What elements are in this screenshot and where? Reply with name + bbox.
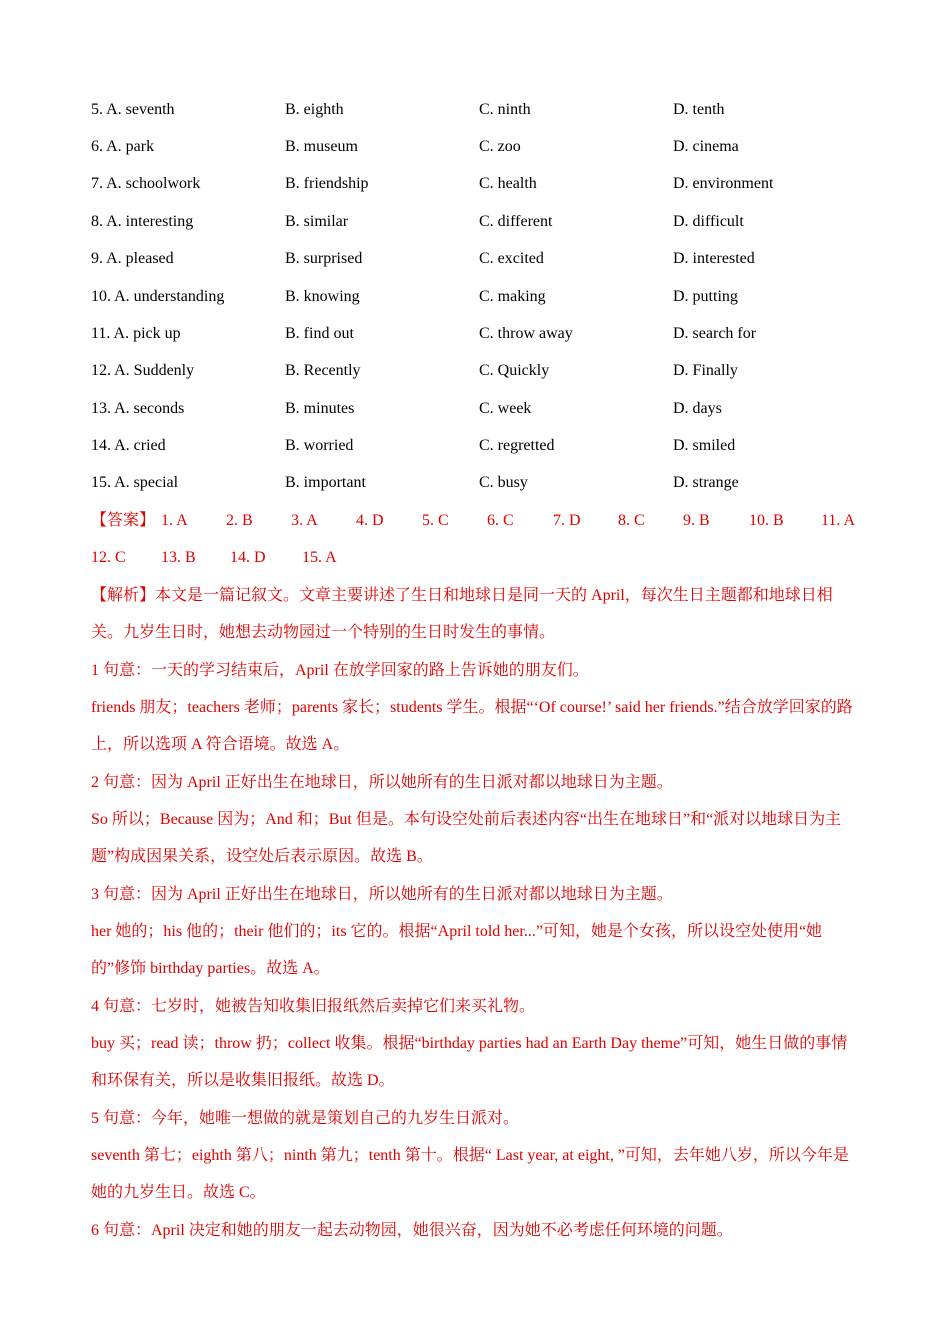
- option-b: B. museum: [285, 138, 358, 155]
- answer-item: 9. B: [683, 512, 710, 529]
- option-d: D. environment: [673, 175, 774, 192]
- analysis-item: friends 朋友；teachers 老师；parents 家长；students 学生。根据“‘Of course!’ said her friends.”结合放学回家的路上，所以选项 A 符合语境。故选 A。: [91, 699, 853, 754]
- option-b: B. eighth: [285, 101, 344, 118]
- option-d: D. putting: [673, 288, 738, 305]
- answer-item: 8. C: [618, 512, 645, 529]
- option-b: B. find out: [285, 325, 354, 342]
- option-row-15: [0, 471, 950, 495]
- analysis-item: 6 句意：April 决定和她的朋友一起去动物园，她很兴奋，因为她不必考虑任何环境的问题。: [91, 1222, 733, 1239]
- option-d: D. cinema: [673, 138, 739, 155]
- option-row-9: [0, 247, 950, 271]
- option-d: D. Finally: [673, 362, 738, 379]
- option-row-11: [0, 322, 950, 346]
- option-a: 5. A. seventh: [91, 101, 175, 118]
- option-c: C. different: [479, 213, 553, 230]
- option-d: D. interested: [673, 250, 755, 267]
- option-b: B. similar: [285, 213, 349, 230]
- analysis-item: So 所以；Because 因为；And 和；But 但是。本句设空处前后表述内容“出生在地球日”和“派对以地球日为主题”构成因果关系，设空处后表示原因。故选 B。: [91, 811, 842, 866]
- option-a: 14. A. cried: [91, 437, 166, 454]
- answer-item: 7. D: [553, 512, 581, 529]
- analysis-item: buy 买；read 读；throw 扔；collect 收集。根据“birthday parties had an Earth Day theme”可知，她生日做的事情和环保有关，所以是收集旧报纸。故选 D。: [91, 1035, 848, 1090]
- answer-row-2: [0, 546, 950, 570]
- analysis-intro-text: 本文是一篇记叙文。文章主要讲述了生日和地球日是同一天的 April，每次生日主题都和地球日相关。九岁生日时，她想去动物园过一个特别的生日时发生的事情。: [91, 587, 833, 642]
- answer-item: 3. A: [291, 512, 318, 529]
- answer-item: 5. C: [422, 512, 449, 529]
- option-a: 10. A. understanding: [91, 288, 225, 305]
- option-c: C. Quickly: [479, 362, 550, 379]
- option-b: B. Recently: [285, 362, 361, 379]
- option-b: B. friendship: [285, 175, 369, 192]
- analysis-item: 4 句意：七岁时，她被告知收集旧报纸然后卖掉它们来买礼物。: [91, 998, 536, 1015]
- option-a: 11. A. pick up: [91, 325, 181, 342]
- option-a: 7. A. schoolwork: [91, 175, 201, 192]
- analysis-item: 2 句意：因为 April 正好出生在地球日，所以她所有的生日派对都以地球日为主题。: [91, 774, 673, 791]
- option-b: B. worried: [285, 437, 354, 454]
- analysis-label: 【解析】: [91, 587, 156, 604]
- option-b: B. minutes: [285, 400, 355, 417]
- answer-item: 14. D: [230, 549, 266, 566]
- option-d: D. tenth: [673, 101, 725, 118]
- answer-item: 1. A: [161, 512, 188, 529]
- option-c: C. health: [479, 175, 537, 192]
- analysis-item: 3 句意：因为 April 正好出生在地球日，所以她所有的生日派对都以地球日为主题。: [91, 886, 673, 903]
- analysis-item: her 她的；his 他的；their 他们的；its 它的。根据“April told her...”可知，她是个女孩，所以设空处使用“她的”修饰 birthday parties。故选 A。: [91, 923, 823, 978]
- option-row-7: [0, 172, 950, 196]
- option-d: D. days: [673, 400, 722, 417]
- option-c: C. zoo: [479, 138, 521, 155]
- option-row-6: [0, 135, 950, 159]
- option-d: D. smiled: [673, 437, 736, 454]
- answer-item: 12. C: [91, 549, 126, 566]
- analysis-item: 1 句意：一天的学习结束后，April 在放学回家的路上告诉她的朋友们。: [91, 662, 589, 679]
- option-d: D. strange: [673, 474, 739, 491]
- option-c: C. busy: [479, 474, 528, 491]
- option-a: 13. A. seconds: [91, 400, 185, 417]
- option-a: 9. A. pleased: [91, 250, 174, 267]
- answer-item: 13. B: [161, 549, 196, 566]
- option-c: C. regretted: [479, 437, 555, 454]
- analysis-item: seventh 第七；eighth 第八；ninth 第九；tenth 第十。根据“ Last year, at eight, ”可知，去年她八岁，所以今年是她的九岁生日。故选 C。: [91, 1147, 849, 1202]
- option-b: B. surprised: [285, 250, 363, 267]
- option-d: D. search for: [673, 325, 757, 342]
- answer-label: 【答案】: [91, 512, 156, 529]
- answer-item: 10. B: [749, 512, 784, 529]
- answer-item: 15. A: [302, 549, 337, 566]
- option-row-5: [0, 98, 950, 122]
- option-b: B. important: [285, 474, 366, 491]
- option-c: C. excited: [479, 250, 544, 267]
- answer-item: 11. A: [821, 512, 856, 529]
- option-row-10: [0, 285, 950, 309]
- answer-item: 6. C: [487, 512, 514, 529]
- answer-item: 2. B: [226, 512, 253, 529]
- option-a: 6. A. park: [91, 138, 155, 155]
- option-row-8: [0, 210, 950, 234]
- option-a: 12. A. Suddenly: [91, 362, 195, 379]
- option-c: C. throw away: [479, 325, 573, 342]
- analysis-intro: [91, 577, 861, 652]
- option-a: 15. A. special: [91, 474, 179, 491]
- option-b: B. knowing: [285, 288, 360, 305]
- option-a: 8. A. interesting: [91, 213, 194, 230]
- answer-item: 4. D: [356, 512, 384, 529]
- option-row-13: [0, 397, 950, 421]
- option-c: C. making: [479, 288, 546, 305]
- option-d: D. difficult: [673, 213, 744, 230]
- analysis-item: 5 句意：今年，她唯一想做的就是策划自己的九岁生日派对。: [91, 1110, 520, 1127]
- answer-row-1: [0, 509, 950, 533]
- option-row-12: [0, 359, 950, 383]
- option-row-14: [0, 434, 950, 458]
- option-c: C. week: [479, 400, 532, 417]
- option-c: C. ninth: [479, 101, 531, 118]
